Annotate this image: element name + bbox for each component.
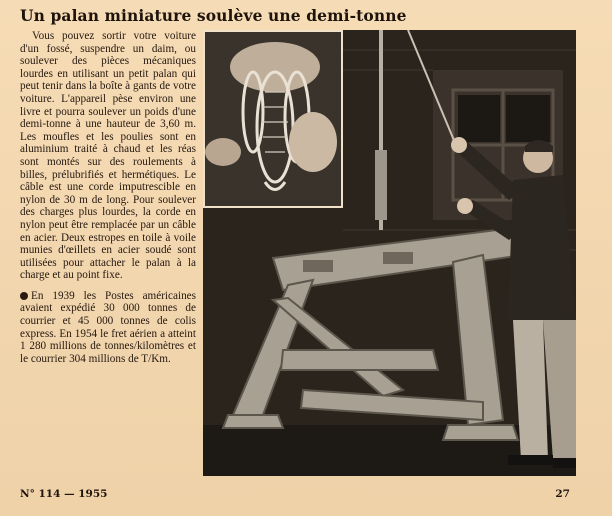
issue-label: N° 114 — 1955	[20, 488, 108, 500]
bullet-icon	[20, 292, 28, 300]
postal-note-text: En 1939 les Postes américaines avaient expédié 30 000 tonnes de courrier et 45 000 tonnes de colis express. En 1954 le fret aérien a atteint 1 280 millions de tonnes/kilomètres et le courrier 304 millions de T/Km.	[20, 289, 196, 365]
hand-with-hoist-illustration	[205, 32, 341, 206]
inset-photo	[203, 30, 343, 208]
article-body	[20, 30, 196, 365]
page-number: 27	[555, 488, 570, 500]
postal-note	[20, 290, 196, 366]
article-paragraph: Vous pouvez sortir votre voiture d'un fossé, suspendre un daim, ou soulever des pièces mécaniques lourdes en utilisant un petit palan qui peut tenir dans la boîte à gants de votre voiture. L'appareil pèse environ une livre et pourra soulever un poids d'une demi-tonne à une hauteur de 3,60 m. Les moufles et les poulies sont en aluminium traité à chaud et les réas sont montés sur des roulements à billes, prélubrifiés et hermétiques. Le câble est une corde imputrescible en nylon de 30 m de long. Pour soulever des charges plus lourdes, la corde en nylon peut être remplacée par un câble en acier. Deux estropes en toile à voile munies d'œillets en acier soudé sont utilisées pour attacher le palan à la charge et au point fixe.	[20, 30, 196, 282]
article-title: Un palan miniature soulève une demi-tonne	[20, 6, 407, 25]
